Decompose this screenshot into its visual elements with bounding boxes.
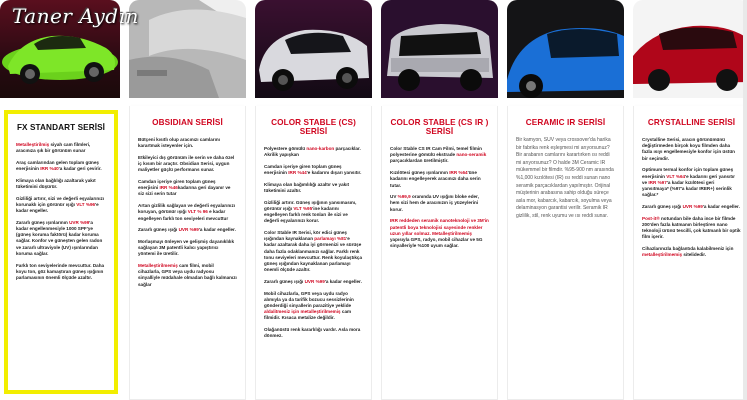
series-title: CRYSTALLINE SERİSİ	[647, 118, 736, 127]
description-segment: siyah cam filmleri, aracınıza şık bir görünüm sunar	[16, 142, 91, 154]
series-description	[634, 137, 747, 258]
series-title: FX STANDART SERİSİ	[16, 123, 106, 132]
description-segment: UVR %99	[304, 278, 325, 284]
car-photo-white	[255, 0, 372, 98]
description-segment: Zararlı güneş ışığı	[642, 203, 683, 209]
series-card-fx-standart	[0, 0, 120, 400]
series-card-color-stable-cs	[255, 0, 372, 400]
description-paragraph	[264, 200, 363, 225]
description-segment: 'üne kadarını engelleyerek aracınızı daha serin tutar.	[390, 170, 481, 188]
description-paragraph	[264, 279, 363, 285]
series-card-color-stable-cs-ir	[381, 0, 498, 400]
description-segment: Olağanüstü renk kararlılığı vardır. Asla mora dönmez.	[264, 327, 361, 339]
description-segment: Zararlı güneş ışığı	[264, 278, 305, 284]
description-paragraph	[264, 182, 363, 194]
description-segment: Post-it®	[642, 215, 660, 221]
description-paragraph	[390, 218, 489, 249]
description-segment: Zararlı güneş ışığı	[138, 227, 179, 233]
description-segment: Gizliliği artırır, sizi ve değerli eşyalarınızı korunaklı için görünür ışığı	[16, 195, 105, 207]
description-segment: 'a kadar engellenmesiyle 1000 SPF'ye (güneş koruma faktörü) kadar koruma sağlar. Konfor ve güneşten gelen radon ve zararlı ultraviyole (UV) ışınlarından koruma sağlar.	[16, 219, 103, 256]
description-segment: IRR %46	[159, 185, 178, 191]
description-segment: sitelidedir.	[682, 252, 707, 258]
description-segment: VLT %96	[76, 201, 96, 207]
description-segment: Artan gizlilik sağlayan ve değerli eşyalarınızı koruyan, görünür ışığı	[138, 203, 236, 215]
description-paragraph	[138, 137, 237, 149]
description-paragraph	[138, 239, 237, 258]
description-segment: Bir kamyon, SUV veya crossover'da harika bir fabrika renk eşleşmesi mi arıyorsunuz? Bir arabanın camlarını karartırken ısı reddi mi arıyorsunuz? O halde 3M Ceramic IR mükemmel bir filmdir. %95-900 nm arasında %1,000 kızılötesi (IR) ısı reddi sunan nano seramik parçacıklardan yapılmıştır. Orijinal müşterinin arabasına sahip olduğu süreçe asla mor, kabarcık, kabarcık, soyulma veya delaminasyon garantisi verilir. Seramik IR gizlilik, stil, renk uyumu ve ısı reddi sunar.	[516, 137, 614, 219]
description-segment: Color Stable CS IR Cam Filmi, temel filmin polyesterine gömülü ekstrade	[390, 146, 482, 158]
description-segment: Cihazlarınızla bağlantıda kalabilmeniz için	[642, 245, 734, 251]
scrollbar-track[interactable]	[743, 0, 747, 400]
series-card-ceramic-ir	[507, 0, 624, 400]
description-segment: Etkileyici dış görünüm ile serin ve daha özel iç kısım bir araçtır. Obsidian Serisi, uygun maliyetler güçlü performans sunar.	[138, 154, 235, 173]
description-segment: 'a kadar geri çevirir.	[58, 166, 102, 172]
description-segment: yapısıyla GPS, radyo, mobil cihazlar ve 5G sinyalleriyle %100 uyum sağlar.	[390, 236, 483, 249]
description-segment: IRR %64	[449, 170, 468, 176]
description-paragraph	[642, 204, 741, 210]
description-segment: Farklı ton seviyelerinde mevcuttur. Daha koyu ton, göz kamaştıran güneş ışığının parlamasının önemli ölçüde azaltır.	[16, 262, 105, 280]
car-photo-red	[633, 0, 747, 98]
description-segment: UVR %99	[682, 203, 703, 209]
description-segment: metalleştirilmemiş	[642, 252, 683, 258]
description-segment: Camdan içeriye giren toplam güneş enerjisini	[138, 179, 216, 191]
description-segment: UVR %99	[69, 219, 90, 225]
description-paragraph	[516, 137, 615, 221]
brand-logo: Taner Aydın	[12, 4, 139, 28]
car-photo-jeep	[381, 0, 498, 98]
description-segment: %99,9	[397, 194, 411, 200]
series-title: COLOR STABLE (CS IR ) SERİSİ	[390, 118, 489, 136]
description-paragraph	[138, 227, 237, 233]
description-paragraph	[390, 170, 489, 189]
description-segment: Camdan içeriye giren toplam güneş enerjisinin	[264, 163, 342, 176]
description-segment: VLT %95	[293, 205, 313, 211]
series-card-obsidian	[129, 0, 246, 400]
description-segment: kadarına geri dayanır ve siz sizi serin tutar	[138, 185, 231, 197]
description-segment: VLT % 96	[187, 209, 208, 215]
description-segment: parlamayı %81	[314, 236, 347, 242]
description-paragraph	[16, 160, 106, 172]
description-segment: Crystalline Serisi, aracın görünümünü değiştirmeden birçok koyu filmden daha fazla ısıyı engellemesiyle konfor için üstün bir seçimdir.	[642, 137, 735, 161]
description-segment: parçacıklar. Akrilik yapışkan	[264, 146, 361, 158]
series-description	[256, 146, 371, 340]
description-segment: Zararlı güneş ışınlarının	[16, 219, 70, 225]
description-segment: notundan bile daha ince bir filmde 200'den fazla katmanın birleştiren nano teknoloji ürünü tescilli, çok katmanlı bir optik film içerir.	[642, 215, 741, 240]
description-segment: UVR %99	[178, 227, 199, 233]
description-segment: nano-karbon	[306, 146, 335, 151]
series-card-body	[381, 106, 498, 400]
description-segment: Mobil cihazlarla, GPS veya uydu radyo alımıyla ya da tarifik bozucu sessizlerinin gönderdiği sinyallerin parazitiye yeklide	[264, 290, 354, 309]
description-segment: IRR %97	[648, 179, 667, 185]
series-title: COLOR STABLE (CS) SERİSİ	[271, 118, 356, 136]
description-segment: e kadar engelleyen farklı ton seviyeleri mevcuttur	[138, 209, 229, 221]
series-card-body	[633, 106, 747, 400]
series-title: OBSIDIAN SERİSİ	[152, 118, 223, 127]
description-segment: Polyestere gömülü	[264, 146, 307, 151]
series-card-crystalline	[633, 0, 747, 400]
series-description	[130, 137, 245, 288]
description-segment: cam filmi, mobil cihazlarla, GPS veya uydu radyosu sinyalliyle müdahale olmadan bağlı kalmanızı sağlar	[138, 263, 237, 287]
series-card-body	[255, 106, 372, 400]
description-segment: IRR %44	[288, 170, 307, 176]
description-segment: Klimaya olan bağımlılığı azaltır ve yakıt tüketimini azaltır.	[264, 181, 350, 194]
description-segment: Metalleştirilmemiş	[138, 263, 178, 269]
description-segment: oranında UV ışığını bloke eder, hem sizi hem de aracınızın iç yüzeylerini korur.	[390, 194, 479, 212]
description-segment: 'e kadarını dışarı yansıtır.	[306, 170, 362, 176]
description-paragraph	[264, 230, 363, 273]
car-photo-blue	[507, 0, 624, 98]
description-segment: Optimum termal konfor için toplam güneş enerjisinin	[642, 167, 734, 179]
description-segment: 'a kadar engeller.	[702, 203, 740, 209]
description-paragraph	[16, 178, 106, 190]
series-title: CERAMIC IR SERİSİ	[525, 118, 606, 127]
description-segment: VLT %64	[666, 173, 686, 179]
car-photo-interior	[129, 0, 246, 98]
description-segment: 'e kadarını geri yansıtır ve	[642, 173, 735, 185]
description-segment: Araç camlarından gelen toplam güneş enerjisinin	[16, 159, 99, 172]
description-paragraph	[264, 146, 363, 158]
series-card-body	[129, 106, 246, 400]
description-segment: UV	[390, 194, 398, 200]
series-description	[8, 142, 114, 281]
description-paragraph	[642, 246, 741, 258]
description-paragraph	[642, 137, 741, 162]
description-segment: Metalleştirilmemiş	[432, 230, 472, 236]
description-paragraph	[264, 291, 363, 322]
description-segment: IRR %40	[40, 166, 59, 172]
description-segment: Klimaya olan bağlılığı azaltarak yakıt tüketimini düşürür.	[16, 177, 96, 190]
description-paragraph	[138, 203, 237, 222]
description-paragraph	[16, 263, 106, 282]
description-paragraph	[138, 155, 237, 174]
description-segment: 'a kadar engeller.	[198, 227, 236, 233]
description-segment: Gizliliği artırır. Güneş ışığının yansımasını, görünür ışığı	[264, 199, 357, 211]
description-segment: IRR reddeden seramik nanoteknoloji ve 3M'in patentli boya teknolojisi sayesinde renkler uzun yıllar solmaz.	[390, 218, 489, 236]
description-segment: 'a kadar kızılötesi geri yansıtmaya* (%97'a kadar IRER+) serinlik sağlar.*	[642, 179, 732, 198]
series-card-body	[4, 110, 118, 394]
description-segment: 'ine kadarını engelleyen farklı renk tonları ile sizi ve değerli eşyalarınızı korur.	[264, 205, 348, 224]
description-paragraph	[16, 220, 106, 257]
description-segment: Color Stable IR Serisi, kör edici güneş ışığından kaynaklanan	[264, 230, 347, 242]
description-segment: aldalitmesiz için metalleştirilmemiş	[264, 309, 341, 315]
description-segment: 'a kadar engeller.	[324, 278, 362, 284]
description-segment: Kızılötesi güneş ışınlarının	[390, 170, 450, 176]
description-paragraph	[642, 167, 741, 198]
description-paragraph	[642, 216, 741, 241]
description-paragraph	[390, 194, 489, 213]
series-description	[508, 137, 623, 221]
description-segment: parçacıklardan üretilmiştir.	[390, 158, 449, 164]
description-paragraph	[390, 146, 489, 165]
description-segment: Metalleştirilmiş	[16, 142, 50, 147]
description-paragraph	[264, 164, 363, 176]
series-card-body	[507, 106, 624, 400]
description-segment: 'e kadar engeller.	[16, 201, 99, 214]
description-segment: Bütçeni kısıtlı olup aracınızı camlarını karartmak isteyenler için.	[138, 137, 220, 149]
description-segment: nano-seramik	[456, 152, 487, 158]
description-paragraph	[138, 263, 237, 288]
description-segment: 'e kadar azaltarak daha iyi görmenizi ve sürüşe daha fazla odaklanmanızı sağlar. Farklı renk tonu seviyeleri mevcuttur. Renk koyulaştıkça güneş ışığından kaynaklanan parlamayı önemli ölçüde azaltır.	[264, 236, 363, 273]
series-description	[382, 146, 497, 249]
description-segment: cam filmidir. Kısaca metalize değildir.	[264, 309, 352, 321]
description-paragraph	[138, 179, 237, 198]
description-paragraph	[16, 196, 106, 215]
description-segment: Morlaşmayı önleyen ve gelişmiş dayanıklılık sağlayan 3M patentli kalıcı yapıştırıcı yöntemi ile üretilir.	[138, 238, 235, 257]
description-paragraph	[16, 142, 106, 154]
description-paragraph	[264, 327, 363, 339]
